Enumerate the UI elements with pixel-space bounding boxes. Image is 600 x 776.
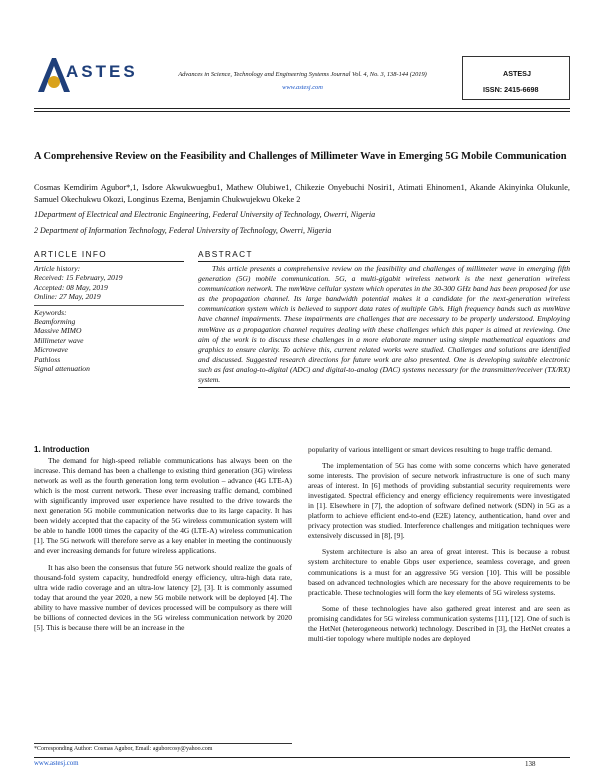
article-info <box>34 250 184 373</box>
journal-citation: Advances in Science, Technology and Engineering Systems Journal Vol. 4, No. 3, 138-144 (2019) <box>178 71 427 78</box>
issn-box <box>462 56 570 100</box>
keywords-label: Keywords: <box>34 307 67 317</box>
paragraph: The implementation of 5G has come with some concerns which have generated some interests. The provision of secure network infrastructure is one of such many areas of interest. In [6] methods of providing substantial security requirements were investigated. Spectral efficiency and energy efficiency requirements were investigated in [1]. Elsewhere in [7], the adoption of software defined network (SDN) in 5G as a platform to achieve efficient end-to-end (E2E) latency, authentication, hand over and privacy protection was studied. Interference challenges and mitigation techniques were extensively discussed in [8], [9]. <box>308 461 570 541</box>
online-date: Online: 27 May, 2019 <box>34 292 101 302</box>
keyword: Massive MIMO <box>34 326 82 336</box>
abstract-text: This article presents a comprehensive review on the feasibility and challenges of millimeter wave in emerging fifth generation (5G) mobile communication. 5G, a multi-gigabit wireless network is the next generation wireless communication network. The mmWave cellular system which operates in the 30-300 GHz band has been proposed for use as the propagation channel. Its large bandwidth potential makes it a candidate for the next-generation wireless communication system which is believed to support data rates of multiple Gb/s. High frequency bands such as mmWave have channel impairments. These impairments are challenges that are necessary to be properly understood. Employing mmWave as a propagation channel requires dealing with these challenges which this paper is aimed at reviewing. One aim of the work is to discuss these challenges in a more elaborate manner using simple mathematical equations and graphics to ensure clarity. To achieve this, current related works were studied. Challenges and solutions are identified and discussed. Suggested research directions for future work are also presented. One is developing suitable electronic such as fast analog-to-digital (ADC) and digital-to-analog (DAC) systems necessary for the transmitter/receiver (TX/RX) system. <box>198 264 570 385</box>
section-heading: 1. Introduction <box>34 445 90 454</box>
issn: ISSN: 2415-6698 <box>483 85 539 94</box>
history-label: Article history: <box>34 264 81 273</box>
paragraph: It has also been the consensus that future 5G network should realize the goals of thousand-fold system capacity, hundredfold energy efficiency, ultra-high data rate, ultra wide radio coverage and an ultra-low latency [2], [3]. It is commonly assumed today that around the year 2020, a new 5G mobile network will be deployed [4]. The ability to have massive number of devices processed will be compulsory as there will be billions of connected devices in the 5G wireless communication network by 2020 [5]. This is because there will be an increase in the <box>34 562 292 632</box>
keyword: Pathloss <box>34 354 61 364</box>
keyword: Microwave <box>34 345 68 355</box>
affiliation-2: 2 Department of Information Technology, Federal University of Technology, Owerri, Nigeria <box>34 226 332 235</box>
paper-title: A Comprehensive Review on the Feasibility and Challenges of Millimeter Wave in Emerging 5G Mobile Communication <box>34 151 567 162</box>
paragraph: The demand for high-speed reliable communications has always been on the increase. This demand has been a challenge to existing third generation (3G) wireless network as well as the fourth generation long term evolution – advance (4G LTE-A) which is the most current network. These ever increasing traffic demand, combined with significantly improved user experience have resulted to the drive towards the next generation 5G mobile communication networks due to its large capacity. It has been widely accepted that the capacity of the 5G wireless communication system will be able to handle 1000 times the capacity of the 4G (LTE-A) wireless communication [1]. The 5G network will therefore serve as a key enabler in meeting the continuously and ever increasing demands for future wireless applications. <box>34 456 292 556</box>
body-column-left <box>34 445 292 633</box>
received-date: Received: 15 February, 2019 <box>34 273 123 283</box>
author-list: Cosmas Kemdirim Agubor*,1, Isdore Akwukwuegbu1, Mathew Olubiwe1, Chikezie Onyebuchi Nosiri1, Atimati Ehinomen1, Akande Akinyinka Olukunle, Samuel Okechukwu Okozi, Longinus Ezema, Benjamin Chukwujekwu Okeke 2 <box>34 183 570 204</box>
paragraph: popularity of various intelligent or smart devices resulting to huge traffic demand. <box>308 445 552 454</box>
footer-rule <box>34 757 570 758</box>
footnote: *Corresponding Author: Cosmas Agubor, Email: aguborcosy@yahoo.com <box>34 743 292 752</box>
accepted-date: Accepted: 08 May, 2019 <box>34 282 108 292</box>
body-column-right <box>308 445 570 644</box>
affiliation-1: 1Department of Electrical and Electronic Engineering, Federal University of Technology, Owerri, Nigeria <box>34 210 376 219</box>
journal-link[interactable]: www.astesj.com <box>282 84 323 91</box>
logo-text: ASTES <box>66 62 138 81</box>
abstract-rule <box>198 387 570 388</box>
article-info-heading: ARTICLE INFO <box>34 250 108 259</box>
keyword: Millimeter wave <box>34 335 84 345</box>
abstract <box>198 250 570 388</box>
keyword: Signal attenuation <box>34 364 90 374</box>
header-rule <box>34 108 570 109</box>
keywords-block <box>34 305 184 374</box>
journal-abbrev: ASTESJ <box>503 69 531 78</box>
header-rule-2 <box>34 111 570 112</box>
abstract-heading: ABSTRACT <box>198 250 253 259</box>
page-number: 138 <box>525 760 536 768</box>
paragraph: System architecture is also an area of great interest. This is because a robust system architecture to enable Gbps user experience, seamless coverage, and green communications is a must for an aggressive 5G version [10]. This will be possible based on advanced technologies which are necessary for the above requirements to be practicable. These technologies will form the key elements of 5G wireless systems. <box>308 547 570 597</box>
keyword: Beamforming <box>34 317 76 327</box>
history-block <box>34 261 184 302</box>
footer-link[interactable]: www.astesj.com <box>34 760 79 767</box>
paragraph: Some of these technologies have also gathered great interest and are seen as promising candidates for 5G wireless communication systems [11], [12]. One of such is the HetNet (heterogeneous network) technology. Described in [3], the HetNet creates a multi-tier topology where multiple nodes are deployed <box>308 603 570 643</box>
